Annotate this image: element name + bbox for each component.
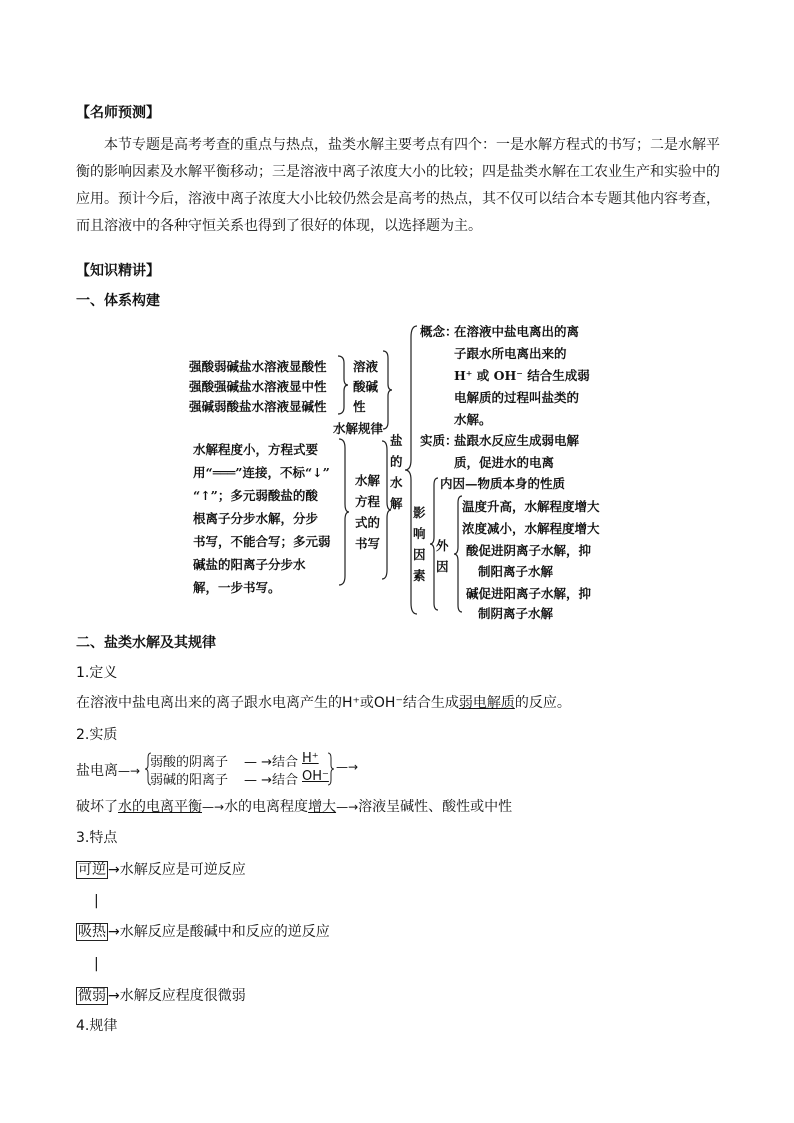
rule-item: 强酸强碱盐水溶液显中性	[189, 379, 327, 394]
result-underlined-increase: 增大	[308, 799, 337, 815]
rule-item: 强碱弱酸盐水溶液显碱性	[189, 399, 327, 414]
equation-brace	[337, 438, 349, 586]
concept-line: 电解质的过程叫盐类的	[454, 390, 580, 405]
feature-endothermic	[76, 919, 330, 946]
concept-line: 水解。	[454, 412, 492, 427]
feature-reversible	[76, 857, 246, 884]
feature-text: →水解反应是酸碱中和反应的逆反应	[108, 924, 330, 940]
result-text: 水的电离程度	[224, 799, 309, 815]
essence-combine-arrow: — →结合	[244, 755, 299, 770]
essence-line: 质，促进水的电离	[454, 455, 555, 470]
external-item: 制阴离子水解	[478, 606, 554, 621]
equation-text-line: 书写，不能合写；多元弱	[193, 534, 331, 549]
teacher-prediction-header: 【名师预测】	[76, 105, 160, 121]
concept-line: H⁺ 或 OH⁻ 结合生成弱	[454, 368, 590, 383]
concept-label: 概念：	[420, 324, 458, 339]
equation-label: 水解	[355, 473, 381, 488]
rules-brace	[336, 355, 348, 415]
essence-ion-h: H⁺	[302, 751, 319, 766]
feature-key: 可逆	[78, 862, 106, 878]
essence-start: 盐电离	[76, 763, 118, 779]
rules-mid-label: 溶液	[353, 359, 379, 374]
equation-text-line: 用“═══”连接，不标“↓”	[193, 465, 330, 480]
equation-text-line: “↑”；多元弱酸盐的酸	[193, 488, 318, 503]
concept-line: 子跟水所电离出来的	[454, 346, 567, 361]
internal-factor: 内因—物质本身的性质	[440, 476, 566, 491]
feature-key: 吸热	[78, 924, 106, 940]
concept-line: 在溶液中盐电离出的离	[454, 324, 580, 339]
feature-key: 微弱	[78, 988, 106, 1004]
definition-text-before: 在溶液中盐电离出来的离子跟水电离产生的H⁺或OH⁻结合生成	[76, 695, 459, 711]
feature-weak	[76, 983, 246, 1010]
factors-label: 影	[413, 505, 426, 520]
result-arrow: —→	[202, 800, 225, 814]
essence-line: 盐跟水反应生成弱电解	[454, 433, 580, 448]
feature-text: →水解反应程度很微弱	[108, 988, 246, 1004]
center-label: 解	[390, 496, 403, 511]
center-label: 盐	[390, 433, 403, 448]
essence-ion-oh: OH⁻	[302, 769, 329, 784]
feature-connector: |	[94, 956, 99, 972]
essence-branch-base: 弱碱的阳离子	[150, 773, 229, 788]
factors-label: 素	[413, 568, 426, 583]
teacher-paragraph: 本节专题是高考考查的重点与热点，盐类水解主要考点有四个：一是水解方程式的书写；二是水解平衡的影响因素及水解平衡移动；三是溶液中离子浓度大小的比较；四是盐类水解在工农业生产和实验中的应用。预计今后，溶液中离子浓度大小比较仍然会是高考的热点，其不仅可以结合本专题其他内容考查，而且溶液中的各种守恒关系也得到了很好的体现，以选择题为主。	[76, 137, 720, 234]
feature-connector: |	[94, 893, 99, 909]
rule-item: 强酸弱碱盐水溶液显酸性	[189, 359, 327, 374]
factors-label: 响	[413, 526, 426, 541]
rules-mid-label: 酸碱	[353, 379, 379, 394]
external-item: 酸促进阴离子水解，抑	[466, 543, 592, 558]
factors-label: 因	[413, 547, 426, 562]
essence-combine-arrow: — →结合	[244, 773, 299, 788]
section1-title: 一、体系构建	[76, 293, 160, 309]
center-label: 的	[390, 454, 403, 469]
definition-text	[76, 690, 571, 717]
essence-arrow: —→	[118, 764, 141, 778]
essence-label: 实质：	[420, 433, 458, 448]
center-label: 水	[390, 475, 403, 490]
result-arrow: —→	[336, 800, 359, 814]
equation-label: 方程	[355, 494, 381, 509]
equation-label: 书写	[355, 536, 381, 551]
feature-text: →水解反应是可逆反应	[108, 862, 246, 878]
rules-mid-brace	[382, 350, 392, 430]
essence-close-brace	[327, 752, 335, 786]
external-item: 温度升高，水解程度增大	[462, 499, 600, 514]
result-prefix: 破坏了	[76, 799, 118, 815]
equation-text-line: 根离子分步水解，分步	[193, 511, 319, 526]
knowledge-header: 【知识精讲】	[76, 263, 160, 279]
external-label: 因	[436, 559, 449, 574]
result-underlined-balance: 水的电离平衡	[118, 799, 202, 815]
features-title: 3.特点	[76, 830, 118, 846]
essence-end-arrow: —→	[336, 760, 359, 774]
external-item: 制阳离子水解	[478, 564, 554, 579]
rules-mid-label: 性	[353, 399, 366, 414]
definition-text-after: 的反应。	[514, 695, 571, 711]
rules-title: 4.规律	[76, 1018, 118, 1034]
result-line	[76, 794, 512, 821]
external-item: 碱促进阳离子水解，抑	[466, 586, 592, 601]
external-label: 外	[436, 538, 449, 553]
rules-label: 水解规律	[333, 421, 384, 436]
external-item: 浓度减小，水解程度增大	[462, 521, 600, 536]
section2-title: 二、盐类水解及其规律	[76, 635, 216, 651]
essence-branch-acid: 弱酸的阴离子	[150, 755, 229, 770]
definition-underlined: 弱电解质	[458, 695, 515, 711]
essence-title: 2.实质	[76, 727, 118, 743]
equation-label: 式的	[355, 515, 381, 530]
equation-text-line: 解，一步书写。	[193, 580, 281, 595]
definition-title: 1.定义	[76, 665, 118, 681]
equation-text-line: 碱盐的阳离子分步水	[193, 557, 306, 572]
equation-text-line: 水解程度小，方程式要	[193, 442, 319, 457]
result-text-final: 溶液呈碱性、酸性或中性	[358, 799, 513, 815]
